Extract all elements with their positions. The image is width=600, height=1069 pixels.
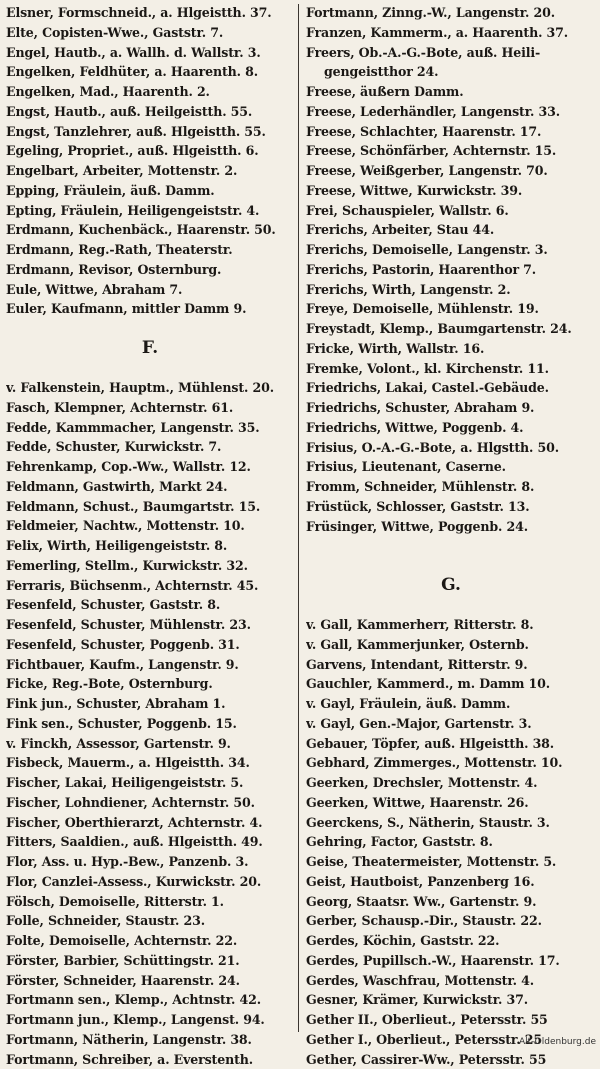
directory-entry: Gerdes, Köchin, Gaststr. 22.: [306, 931, 596, 951]
directory-entry: Fesenfeld, Schuster, Gaststr. 8.: [6, 595, 294, 615]
directory-entry: Epping, Fräulein, äuß. Damm.: [6, 181, 294, 201]
directory-entry: Geerken, Wittwe, Haarenstr. 26.: [306, 793, 596, 813]
left-entries-f: [6, 378, 294, 1069]
directory-entry: Fischer, Oberthierarzt, Achternstr. 4.: [6, 813, 294, 833]
directory-entry: Engelken, Mad., Haarenth. 2.: [6, 82, 294, 102]
directory-entry: Frisius, O.-A.-G.-Bote, a. Hlgstth. 50.: [306, 438, 596, 458]
directory-entry: Fölsch, Demoiselle, Ritterstr. 1.: [6, 892, 294, 912]
directory-entry: Geerckens, S., Nätherin, Staustr. 3.: [306, 813, 596, 833]
directory-entry: Förster, Schneider, Haarenstr. 24.: [6, 971, 294, 991]
directory-entry: Erdmann, Reg.-Rath, Theaterstr.: [6, 240, 294, 260]
directory-entry: Fricke, Wirth, Wallstr. 16.: [306, 339, 596, 359]
directory-entry: Folte, Demoiselle, Achternstr. 22.: [6, 931, 294, 951]
directory-entry: Georg, Staatsr. Ww., Gartenstr. 9.: [306, 892, 596, 912]
directory-entry: Folle, Schneider, Staustr. 23.: [6, 911, 294, 931]
directory-entry: Engst, Hautb., auß. Heilgeistth. 55.: [6, 102, 294, 122]
directory-entry: Erdmann, Kuchenbäck., Haarenstr. 50.: [6, 220, 294, 240]
directory-entry: Gether II., Oberlieut., Petersstr. 55: [306, 1010, 596, 1030]
directory-entry: Elsner, Formschneid., a. Hlgeistth. 37.: [6, 3, 294, 23]
directory-entry: Fortmann, Schreiber, a. Everstenth.: [6, 1050, 294, 1069]
directory-entry: Feldmeier, Nachtw., Mottenstr. 10.: [6, 516, 294, 536]
directory-entry: Fortmann sen., Klemp., Achtnstr. 42.: [6, 990, 294, 1010]
directory-entry: Engelken, Feldhüter, a. Haarenth. 8.: [6, 62, 294, 82]
blank-line: [306, 536, 596, 556]
directory-entry: Engst, Tanzlehrer, auß. Hlgeistth. 55.: [6, 122, 294, 142]
directory-entry: Epting, Fräulein, Heiligengeiststr. 4.: [6, 201, 294, 221]
directory-entry: Gether I., Oberlieut., Petersstr. 25: [306, 1030, 596, 1050]
directory-entry: Fitters, Saaldien., auß. Hlgeistth. 49.: [6, 832, 294, 852]
directory-entry: Freers, Ob.-A.-G.-Bote, auß. Heili-: [306, 43, 596, 63]
directory-entry: Egeling, Propriet., auß. Hlgeistth. 6.: [6, 141, 294, 161]
right-column: [306, 3, 596, 1069]
directory-entry: Fasch, Klempner, Achternstr. 61.: [6, 398, 294, 418]
directory-entry: Freystadt, Klemp., Baumgartenstr. 24.: [306, 319, 596, 339]
directory-entry: Fedde, Schuster, Kurwickstr. 7.: [6, 437, 294, 457]
section-letter-g: G.: [306, 556, 596, 615]
directory-entry: v. Gall, Kammerjunker, Osternb.: [306, 635, 596, 655]
directory-entry: Gebauer, Töpfer, auß. Hlgeistth. 38.: [306, 734, 596, 754]
watermark: Alt-Oldenburg.de: [519, 1037, 596, 1047]
directory-entry: gengeistthor 24.: [306, 62, 596, 82]
directory-entry: Geerken, Drechsler, Mottenstr. 4.: [306, 773, 596, 793]
directory-entry: v. Finckh, Assessor, Gartenstr. 9.: [6, 734, 294, 754]
directory-entry: Fischer, Lakai, Heiligengeiststr. 5.: [6, 773, 294, 793]
directory-entry: Fortmann, Zinng.-W., Langenstr. 20.: [306, 3, 596, 23]
directory-entry: Euler, Kaufmann, mittler Damm 9.: [6, 299, 294, 319]
directory-entry: Freese, äußern Damm.: [306, 82, 596, 102]
directory-entry: Feldmann, Schust., Baumgartstr. 15.: [6, 497, 294, 517]
directory-entry: Förster, Barbier, Schüttingstr. 21.: [6, 951, 294, 971]
directory-entry: Frisius, Lieutenant, Caserne.: [306, 457, 596, 477]
directory-entry: Fehrenkamp, Cop.-Ww., Wallstr. 12.: [6, 457, 294, 477]
directory-entry: Feldmann, Gastwirth, Markt 24.: [6, 477, 294, 497]
left-entries-e: [6, 3, 294, 319]
directory-entry: Freye, Demoiselle, Mühlenstr. 19.: [306, 299, 596, 319]
column-divider: [298, 4, 299, 1032]
directory-entry: Gerdes, Pupillsch.-W., Haarenstr. 17.: [306, 951, 596, 971]
directory-entry: Früsinger, Wittwe, Poggenb. 24.: [306, 517, 596, 537]
directory-entry: Ferraris, Büchsenm., Achternstr. 45.: [6, 576, 294, 596]
directory-entry: Femerling, Stellm., Kurwickstr. 32.: [6, 556, 294, 576]
directory-entry: Fesenfeld, Schuster, Poggenb. 31.: [6, 635, 294, 655]
directory-entry: Engelbart, Arbeiter, Mottenstr. 2.: [6, 161, 294, 181]
right-entries-g: [306, 615, 596, 1069]
directory-entry: Friedrichs, Wittwe, Poggenb. 4.: [306, 418, 596, 438]
directory-entry: Fortmann, Nätherin, Langenstr. 38.: [6, 1030, 294, 1050]
directory-entry: v. Gayl, Fräulein, äuß. Damm.: [306, 694, 596, 714]
directory-entry: Garvens, Intendant, Ritterstr. 9.: [306, 655, 596, 675]
directory-entry: Fortmann jun., Klemp., Langenst. 94.: [6, 1010, 294, 1030]
directory-entry: Franzen, Kammerm., a. Haarenth. 37.: [306, 23, 596, 43]
directory-entry: Elte, Copisten-Wwe., Gaststr. 7.: [6, 23, 294, 43]
directory-entry: Felix, Wirth, Heiligengeiststr. 8.: [6, 536, 294, 556]
left-column: [6, 3, 294, 1069]
directory-entry: Fedde, Kammmacher, Langenstr. 35.: [6, 418, 294, 438]
directory-entry: Frerichs, Pastorin, Haarenthor 7.: [306, 260, 596, 280]
directory-entry: Friedrichs, Schuster, Abraham 9.: [306, 398, 596, 418]
directory-entry: Engel, Hautb., a. Wallh. d. Wallstr. 3.: [6, 43, 294, 63]
directory-entry: Fisbeck, Mauerm., a. Hlgeistth. 34.: [6, 753, 294, 773]
section-letter-f: F.: [6, 319, 294, 378]
directory-entry: Frerichs, Demoiselle, Langenstr. 3.: [306, 240, 596, 260]
directory-entry: Fischer, Lohndiener, Achternstr. 50.: [6, 793, 294, 813]
directory-entry: Gesner, Krämer, Kurwickstr. 37.: [306, 990, 596, 1010]
directory-entry: Fesenfeld, Schuster, Mühlenstr. 23.: [6, 615, 294, 635]
right-entries-f: [306, 3, 596, 536]
directory-entry: Gehring, Factor, Gaststr. 8.: [306, 832, 596, 852]
directory-entry: Gether, Cassirer-Ww., Petersstr. 55: [306, 1050, 596, 1069]
directory-entry: Freese, Schönfärber, Achternstr. 15.: [306, 141, 596, 161]
directory-entry: Frerichs, Arbeiter, Stau 44.: [306, 220, 596, 240]
directory-entry: Gebhard, Zimmerges., Mottenstr. 10.: [306, 753, 596, 773]
directory-entry: Geist, Hautboist, Panzenberg 16.: [306, 872, 596, 892]
directory-entry: Freese, Lederhändler, Langenstr. 33.: [306, 102, 596, 122]
directory-entry: Gerber, Schausp.-Dir., Staustr. 22.: [306, 911, 596, 931]
directory-entry: Friedrichs, Lakai, Castel.-Gebäude.: [306, 378, 596, 398]
directory-entry: Fromm, Schneider, Mühlenstr. 8.: [306, 477, 596, 497]
directory-entry: Freese, Schlachter, Haarenstr. 17.: [306, 122, 596, 142]
directory-entry: v. Falkenstein, Hauptm., Mühlenst. 20.: [6, 378, 294, 398]
directory-entry: Frei, Schauspieler, Wallstr. 6.: [306, 201, 596, 221]
directory-entry: Erdmann, Revisor, Osternburg.: [6, 260, 294, 280]
directory-entry: Ficke, Reg.-Bote, Osternburg.: [6, 674, 294, 694]
directory-entry: Frerichs, Wirth, Langenstr. 2.: [306, 280, 596, 300]
directory-entry: Eule, Wittwe, Abraham 7.: [6, 280, 294, 300]
directory-entry: Fink jun., Schuster, Abraham 1.: [6, 694, 294, 714]
directory-entry: Flor, Canzlei-Assess., Kurwickstr. 20.: [6, 872, 294, 892]
directory-entry: Gerdes, Waschfrau, Mottenstr. 4.: [306, 971, 596, 991]
directory-entry: Flor, Ass. u. Hyp.-Bew., Panzenb. 3.: [6, 852, 294, 872]
directory-entry: Freese, Wittwe, Kurwickstr. 39.: [306, 181, 596, 201]
directory-entry: v. Gayl, Gen.-Major, Gartenstr. 3.: [306, 714, 596, 734]
directory-entry: Geise, Theatermeister, Mottenstr. 5.: [306, 852, 596, 872]
directory-entry: Fremke, Volont., kl. Kirchenstr. 11.: [306, 359, 596, 379]
directory-entry: Freese, Weißgerber, Langenstr. 70.: [306, 161, 596, 181]
directory-entry: Gauchler, Kammerd., m. Damm 10.: [306, 674, 596, 694]
directory-entry: v. Gall, Kammerherr, Ritterstr. 8.: [306, 615, 596, 635]
directory-entry: Fink sen., Schuster, Poggenb. 15.: [6, 714, 294, 734]
directory-entry: Früstück, Schlosser, Gaststr. 13.: [306, 497, 596, 517]
directory-entry: Fichtbauer, Kaufm., Langenstr. 9.: [6, 655, 294, 675]
